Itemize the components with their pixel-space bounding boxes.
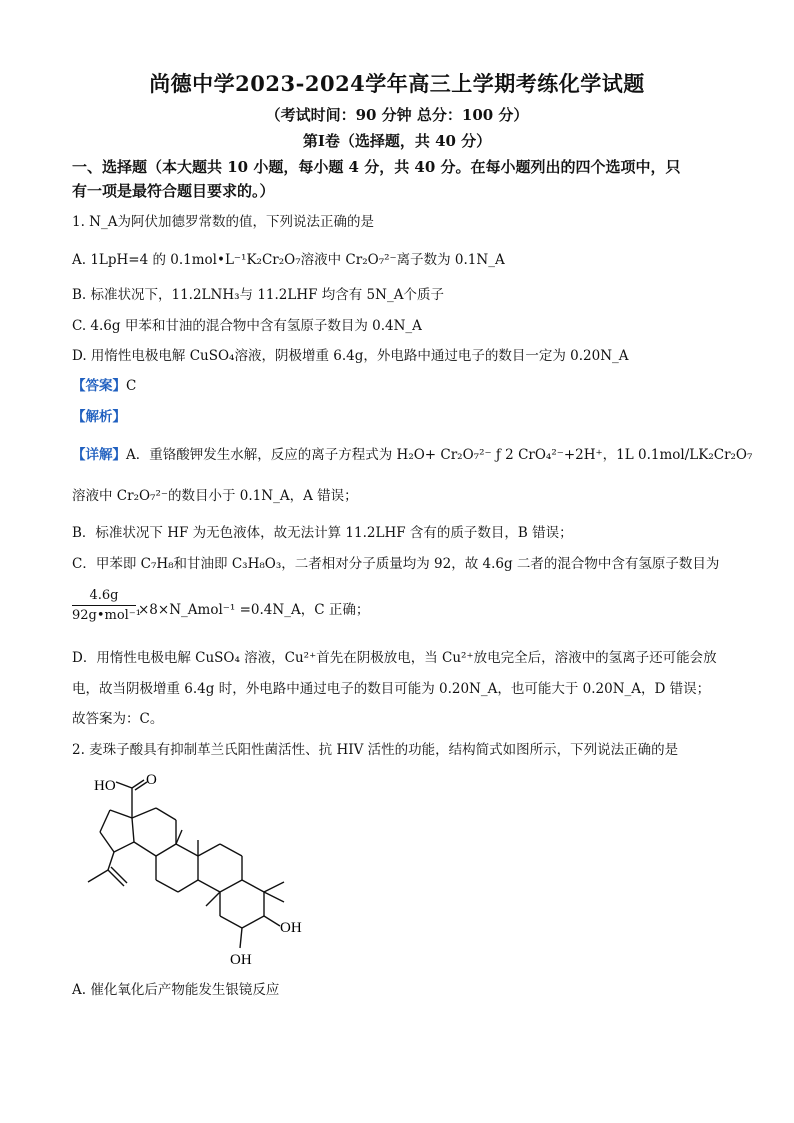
q1-detail-a2: 溶液中 Cr₂O₇²⁻的数目小于 0.1N_A，A 错误； bbox=[72, 488, 358, 504]
mass-fraction bbox=[72, 588, 141, 623]
q1-detail-c1: C．甲苯即 C₇H₈和甘油即 C₃H₈O₃，二者相对分子质量均为 92，故 4.6g 二者的混合物中含有氢原子数目为 bbox=[72, 556, 720, 572]
detail-a1-text: A．重铬酸钾发生水解，反应的离子方程式为 H₂O+ Cr₂O₇²⁻ ƒ 2 CrO₄²⁻+2H⁺，1L 0.1mol/LK₂Cr₂O₇ bbox=[126, 447, 753, 463]
q1-option-b: B. 标准状况下，11.2LNH₃与 11.2LHF 均含有 5N_A个质子 bbox=[72, 287, 444, 303]
oh-label-1: OH bbox=[280, 920, 302, 936]
page-title: 尚德中学2023-2024学年高三上学期考练化学试题 bbox=[149, 71, 645, 96]
fraction-denominator: 92g•mol⁻¹ bbox=[72, 608, 141, 623]
exam-info: （考试时间：90 分钟 总分：100 分） bbox=[265, 106, 529, 124]
q1-detail-d1: D．用惰性电极电解 CuSO₄ 溶液，Cu²⁺首先在阴极放电，当 Cu²⁺放电完全后，溶液中的氢离子还可能会放 bbox=[72, 650, 717, 666]
q1-analysis-tag-line bbox=[72, 405, 126, 425]
q1-option-a: A. 1LpH=4 的 0.1mol•L⁻¹K₂Cr₂O₇溶液中 Cr₂O₇²⁻离子数为 0.1N_A bbox=[72, 252, 505, 268]
section-heading-line2: 有一项是最符合题目要求的。） bbox=[72, 182, 275, 200]
section-heading-line1: 一、选择题（本大题共 10 小题，每小题 4 分，共 40 分。在每小题列出的四个选项中，只 bbox=[72, 158, 681, 176]
answer-value: C bbox=[126, 378, 137, 394]
oh-label-2: OH bbox=[230, 952, 252, 968]
q1-option-d: D. 用惰性电极电解 CuSO₄溶液，阴极增重 6.4g，外电路中通过电子的数目一定为 0.20N_A bbox=[72, 348, 629, 364]
carbonyl-o-label: O bbox=[146, 772, 157, 788]
skeleton-bonds bbox=[88, 780, 284, 948]
detail-tag: 【详解】 bbox=[72, 447, 126, 463]
q1-option-c: C. 4.6g 甲苯和甘油的混合物中含有氢原子数目为 0.4N_A bbox=[72, 318, 422, 334]
q2-option-a: A. 催化氧化后产物能发生银镜反应 bbox=[72, 982, 280, 998]
fraction-numerator: 4.6g bbox=[89, 588, 119, 603]
q2-stem: 2. 麦珠子酸具有抑制革兰氏阳性菌活性、抗 HIV 活性的功能，结构简式如图所示，下列说法正确的是 bbox=[72, 742, 679, 758]
q1-conclusion: 故答案为：C。 bbox=[72, 711, 164, 727]
analysis-tag: 【解析】 bbox=[72, 409, 126, 425]
q1-answer-line bbox=[72, 374, 136, 394]
q1-detail-b: B．标准状况下 HF 为无色液体，故无法计算 11.2LHF 含有的质子数目，B 错误； bbox=[72, 525, 573, 541]
q1-stem: 1. N_A为阿伏加德罗常数的值，下列说法正确的是 bbox=[72, 214, 374, 230]
cooh-ho-label: HO bbox=[94, 778, 116, 794]
q1-detail-c2: ×8×N_Amol⁻¹ =0.4N_A，C 正确； bbox=[138, 602, 370, 618]
volume-heading: 第Ⅰ卷（选择题，共 40 分） bbox=[302, 132, 492, 150]
q1-detail-a1 bbox=[72, 443, 752, 463]
q1-detail-d2: 电，故当阴极增重 6.4g 时，外电路中通过电子的数目可能为 0.20N_A，也可能大于 0.20N_A，D 错误； bbox=[72, 681, 711, 697]
molecule-structure-diagram bbox=[72, 770, 312, 970]
answer-tag: 【答案】 bbox=[72, 378, 126, 394]
